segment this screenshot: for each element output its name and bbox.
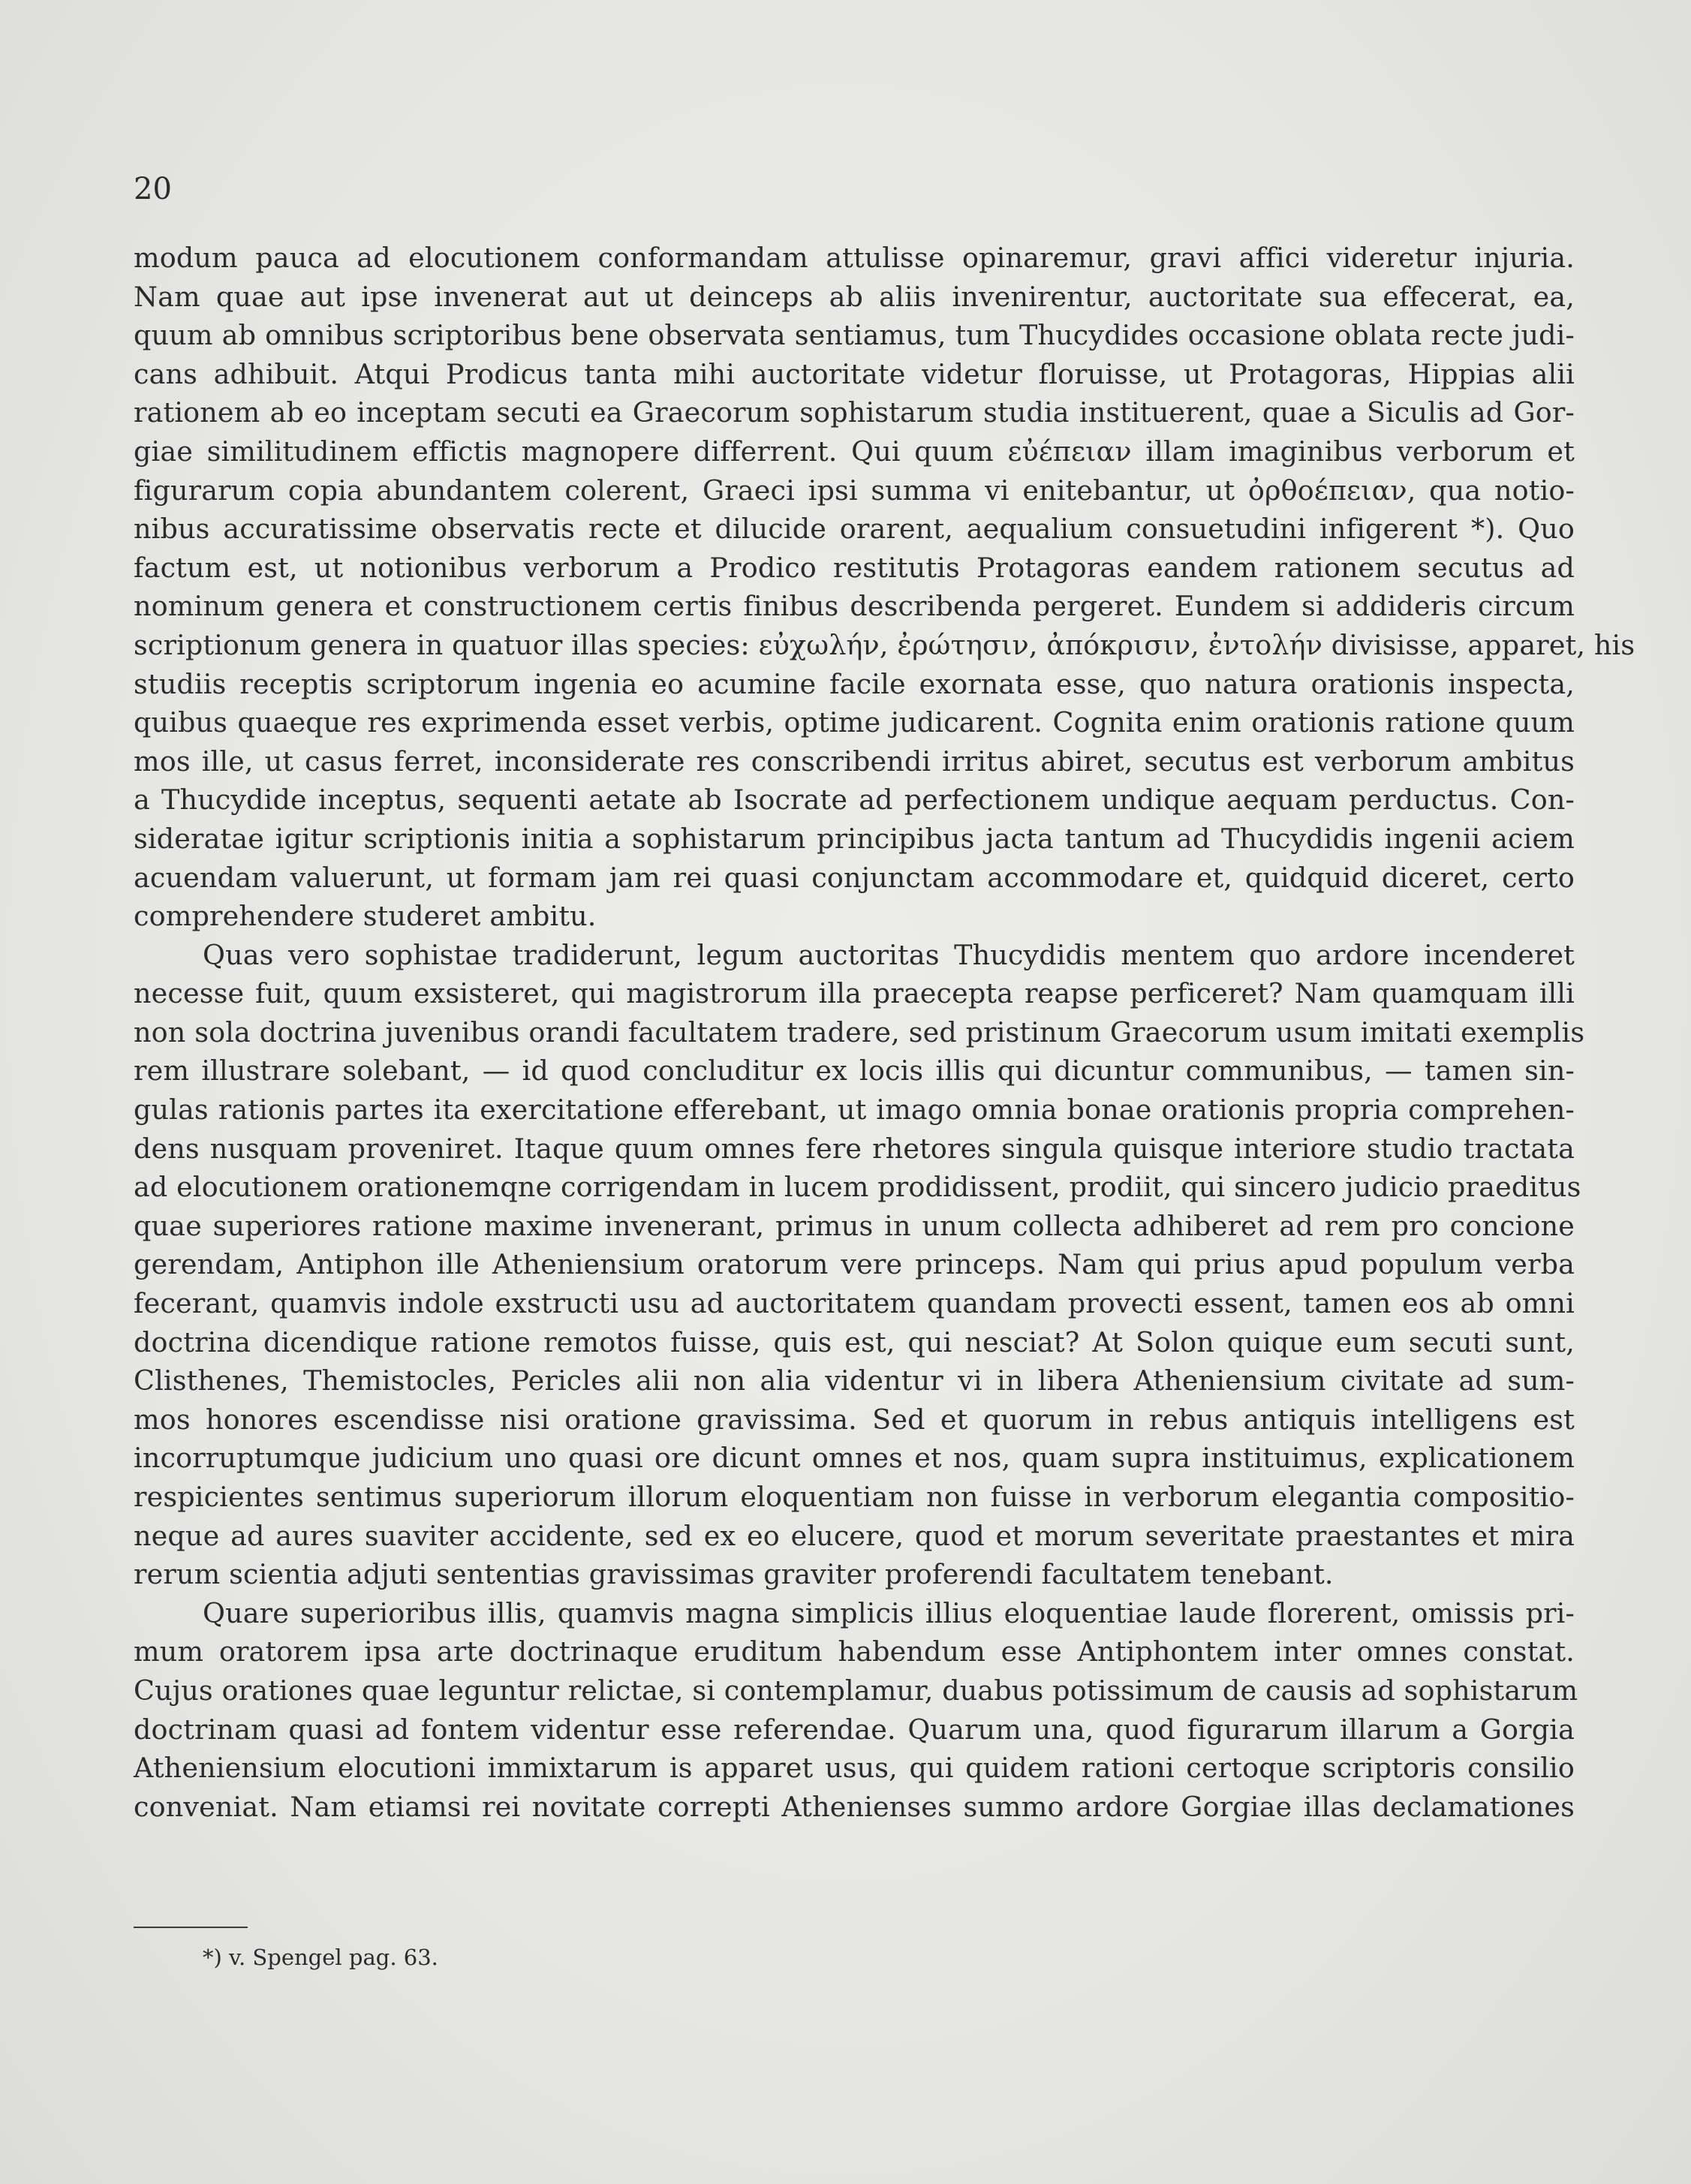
text-line: quum ab omnibus scriptoribus bene observata sentiamus, tum Thucydides occasione oblata recte judi- [134, 319, 1575, 352]
text-line: Cujus orationes quae leguntur relictae, si contemplamur, duabus potissimum de causis ad sophistarum [134, 1674, 1578, 1707]
text-line: giae similitudinem effictis magnopere differrent. Qui quum εὐέπειαν illam imaginibus verborum et [134, 435, 1575, 468]
text-line: cans adhibuit. Atqui Prodicus tanta mihi auctoritate videtur floruisse, ut Protagoras, Hippias alii [134, 357, 1575, 390]
text-line: nominum genera et constructionem certis finibus describenda pergeret. Eundem si addideris circum [134, 590, 1575, 623]
text-line: a Thucydide inceptus, sequenti aetate ab Isocrate ad perfectionem undique aequam perductus. Con- [134, 784, 1575, 817]
text-line: rationem ab eo inceptam secuti ea Graecorum sophistarum studia instituerent, quae a Siculis ad Gor- [134, 396, 1575, 429]
text-line: Clisthenes, Themistocles, Pericles alii non alia videntur vi in libera Atheniensium civitate ad sum- [134, 1364, 1575, 1397]
text-line: rem illustrare solebant, — id quod concluditur ex locis illis qui dicuntur communibus, — tamen sin- [134, 1054, 1575, 1087]
text-line: ad elocutionem orationemqne corrigendam in lucem prodidissent, prodiit, qui sincero judicio praeditus [134, 1171, 1581, 1204]
text-line: comprehendere studeret ambitu. [134, 900, 597, 933]
text-line: dens nusquam proveniret. Itaque quum omnes fere rhetores singula quisque interiore studio tractata [134, 1132, 1575, 1165]
text-line: doctrinam quasi ad fontem videntur esse referendae. Quarum una, quod figurarum illarum a Gorgia [134, 1713, 1575, 1746]
text-line: doctrina dicendique ratione remotos fuisse, quis est, qui nesciat? At Solon quique eum secuti sunt, [134, 1325, 1575, 1358]
text-line: incorruptumque judicium uno quasi ore dicunt omnes et nos, quam supra instituimus, explicationem [134, 1442, 1575, 1475]
text-line: mum oratorem ipsa arte doctrinaque eruditum habendum esse Antiphontem inter omnes constat. [134, 1635, 1575, 1668]
text-line: modum pauca ad elocutionem conformandam attulisse opinaremur, gravi affici videretur injuria. [134, 242, 1575, 274]
footnote-divider [134, 1927, 248, 1928]
text-line: Quas vero sophistae tradiderunt, legum auctoritas Thucydidis mentem quo ardore incenderet [203, 938, 1575, 971]
text-line: mos ille, ut casus ferret, inconsiderate res conscribendi irritus abiret, secutus est verborum ambitus [134, 745, 1575, 778]
text-line: fecerant, quamvis indole exstructi usu ad auctoritatem quandam provecti essent, tamen eos ab omni [134, 1287, 1575, 1320]
text-line: nibus accuratissime observatis recte et dilucide orarent, aequalium consuetudini infigerent *). Quo [134, 513, 1575, 546]
text-line: non sola doctrina juvenibus orandi facultatem tradere, sed pristinum Graecorum usum imitati exemplis [134, 1015, 1585, 1048]
text-line: quae superiores ratione maxime invenerant, primus in unum collecta adhiberet ad rem pro concione [134, 1209, 1575, 1242]
text-line: studiis receptis scriptorum ingenia eo acumine facile exornata esse, quo natura orationis inspecta, [134, 667, 1575, 700]
text-line: Quare superioribus illis, quamvis magna simplicis illius eloquentiae laude florerent, omissis pri- [203, 1596, 1575, 1629]
text-line: sideratae igitur scriptionis initia a sophistarum principibus jacta tantum ad Thucydidis ingenii aciem [134, 822, 1575, 855]
text-line: Atheniensium elocutioni immixtarum is apparet usus, qui quidem rationi certoque scriptoris consilio [134, 1752, 1575, 1785]
text-line: necesse fuit, quum exsisteret, qui magistrorum illa praecepta reapse perficeret? Nam quamquam illi [134, 977, 1575, 1010]
text-line: figurarum copia abundantem colerent, Graeci ipsi summa vi enitebantur, ut ὀρθοέπειαν, qua notio- [134, 474, 1575, 507]
text-line: gulas rationis partes ita exercitatione efferebant, ut imago omnia bonae orationis propria comprehen- [134, 1094, 1575, 1127]
text-line: rerum scientia adjuti sententias gravissimas graviter proferendi facultatem tenebant. [134, 1558, 1334, 1591]
text-line: mos honores escendisse nisi oratione gravissima. Sed et quorum in rebus antiquis intelligens est [134, 1403, 1575, 1436]
text-line: respicientes sentimus superiorum illorum eloquentiam non fuisse in verborum elegantia compositio- [134, 1481, 1575, 1513]
text-line: Nam quae aut ipse invenerat aut ut deinceps ab aliis invenirentur, auctoritate sua effecerat, ea, [134, 280, 1575, 313]
text-line: conveniat. Nam etiamsi rei novitate correpti Athenienses summo ardore Gorgiae illas declamationes [134, 1790, 1575, 1823]
page-number: 20 [134, 172, 172, 206]
text-line: quibus quaeque res exprimenda esset verbis, optime judicarent. Cognita enim orationis ratione quum [134, 706, 1575, 739]
text-line: factum est, ut notionibus verborum a Prodico restitutis Protagoras eandem rationem secutus ad [134, 551, 1575, 584]
text-line: neque ad aures suaviter accidente, sed ex eo elucere, quod et morum severitate praestantes et mira [134, 1519, 1575, 1552]
body-text [134, 239, 1635, 1826]
footnote: *) v. Spengel pag. 63. [203, 1945, 438, 1970]
text-line: gerendam, Antiphon ille Atheniensium oratorum vere princeps. Nam qui prius apud populum verba [134, 1248, 1575, 1281]
text-line: acuendam valuerunt, ut formam jam rei quasi conjunctam accommodare et, quidquid diceret, certo [134, 861, 1575, 894]
text-line: scriptionum genera in quatuor illas species: εὐχωλήν, ἐρώτησιν, ἀπόκρισιν, ἐντολήν divisisse, apparet, his [134, 628, 1635, 661]
